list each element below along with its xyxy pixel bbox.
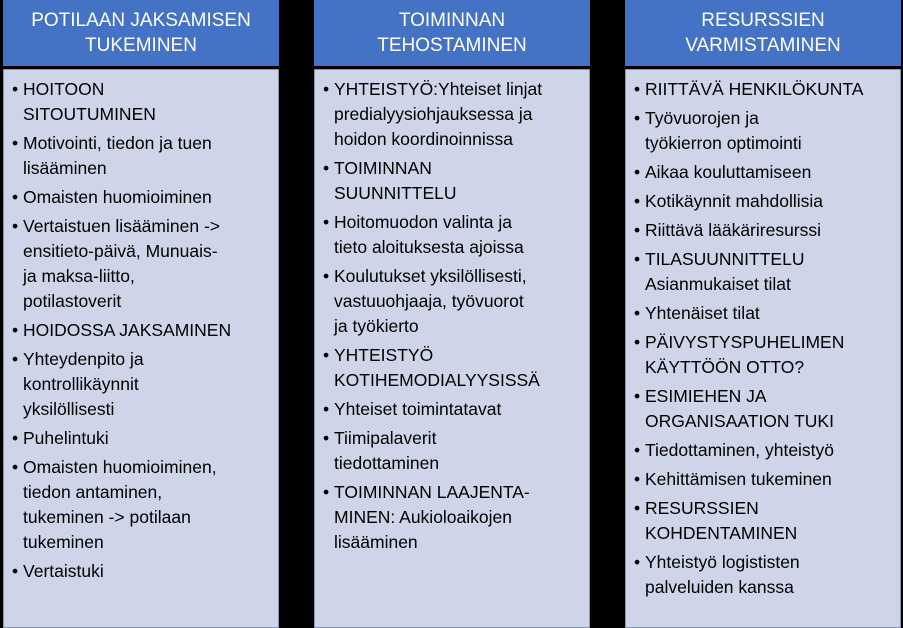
list-item (12, 214, 272, 314)
bullet-icon: • (634, 440, 641, 460)
column-header (3, 0, 279, 66)
list-item-text: Tiedottaminen, yhteistyö (645, 440, 835, 460)
list-item-text: PÄIVYSTYSPUHELIMEN KÄYTTÖÖN OTTO? (645, 332, 845, 377)
list-item-text: RIITTÄVÄ HENKILÖKUNTA (645, 79, 864, 99)
bullet-icon: • (634, 191, 641, 211)
list-item-text: Aikaa kouluttamiseen (645, 162, 812, 182)
list-item-text: Yhteistyö logististen palveluiden kanssa (645, 552, 800, 597)
column-body (625, 69, 901, 628)
bullet-icon: • (323, 212, 330, 232)
bullet-icon: • (12, 349, 19, 369)
list-item (634, 189, 894, 214)
list-item-text: YHTEISTYÖ:Yhteiset linjat predialyysiohjauksessa ja hoidon koordinoinnissa (334, 79, 543, 149)
list-item (12, 185, 272, 210)
list-item-text: Hoitomuodon valinta ja tieto aloituksesta ajoissa (334, 212, 524, 257)
list-item (634, 384, 894, 434)
list-item-text: Omaisten huomioiminen, tiedon antaminen, tukeminen -> potilaan tukeminen (23, 457, 217, 552)
bullet-icon: • (12, 457, 19, 477)
list-item-text: ESIMIEHEN JA ORGANISAATION TUKI (645, 386, 834, 431)
list-item (323, 156, 583, 206)
list-item (12, 347, 272, 422)
column-title: RESURSSIEN VARMISTAMINEN (685, 10, 841, 56)
list-item (634, 301, 894, 326)
list-item (12, 131, 272, 181)
list-item (323, 397, 583, 422)
list-item-text: Motivointi, tiedon ja tuen lisääminen (23, 133, 212, 178)
list-item (12, 559, 272, 584)
list-item-text: Yhteydenpito ja kontrollikäynnit yksilöllisesti (23, 349, 144, 419)
bullet-icon: • (12, 133, 19, 153)
list-item-text: Vertaistuki (23, 561, 104, 581)
list-item (323, 210, 583, 260)
bullet-icon: • (12, 561, 19, 581)
bullet-icon: • (634, 162, 641, 182)
list-item (323, 77, 583, 152)
list-item (634, 496, 894, 546)
bullet-icon: • (634, 108, 641, 128)
bullet-icon: • (323, 399, 330, 419)
bullet-icon: • (323, 345, 330, 365)
bullet-icon: • (634, 332, 641, 352)
list-item-text: Koulutukset yksilöllisesti, vastuuohjaaja, työvuorot ja työkierto (334, 266, 527, 336)
list-item (12, 77, 272, 127)
list-item (323, 426, 583, 476)
bullet-icon: • (634, 552, 641, 572)
list-item (634, 77, 894, 102)
bullet-icon: • (323, 79, 330, 99)
list-item-text: RESURSSIEN KOHDENTAMINEN (645, 498, 798, 543)
bullet-icon: • (323, 482, 330, 502)
list-item-text: Vertaistuen lisääminen -> ensitieto-päivä, Munuais- ja maksa-liitto, potilastoverit (23, 216, 220, 311)
column-title: TOIMINNAN TEHOSTAMINEN (377, 10, 527, 56)
list-item-text: TILASUUNNITTELU Asianmukaiset tilat (645, 249, 805, 294)
list-item (323, 343, 583, 393)
bullet-icon: • (12, 79, 19, 99)
list-item (634, 467, 894, 492)
list-item-text: YHTEISTYÖ KOTIHEMODIALYYSISSÄ (334, 345, 540, 390)
bullet-icon: • (12, 428, 19, 448)
list-item-text: Riittävä lääkäriresurssi (645, 220, 822, 240)
bullet-icon: • (12, 187, 19, 207)
bullet-icon: • (634, 79, 641, 99)
column-body (314, 69, 590, 628)
column-toiminnan-tehostaminen (314, 0, 590, 628)
bullet-icon: • (634, 303, 641, 323)
bullet-icon: • (634, 249, 641, 269)
list-item (634, 160, 894, 185)
list-item (12, 318, 272, 343)
list-item (12, 426, 272, 451)
list-item-text: Kehittämisen tukeminen (645, 469, 832, 489)
bullet-icon: • (12, 320, 19, 340)
list-item-text: TOIMINNAN SUUNNITTELU (334, 158, 457, 203)
list-item (323, 480, 583, 555)
list-item (634, 330, 894, 380)
list-item-text: HOIDOSSA JAKSAMINEN (23, 320, 232, 340)
bullet-icon: • (634, 386, 641, 406)
item-list (626, 70, 900, 600)
list-item (634, 247, 894, 297)
list-item-text: Työvuorojen ja työkierron optimointi (645, 108, 802, 153)
column-title: POTILAAN JAKSAMISEN TUKEMINEN (31, 10, 251, 56)
bullet-icon: • (634, 220, 641, 240)
list-item-text: Yhteiset toimintatavat (334, 399, 502, 419)
list-item (634, 218, 894, 243)
list-item-text: HOITOON SITOUTUMINEN (23, 79, 156, 124)
list-item-text: Yhtenäiset tilat (645, 303, 760, 323)
list-item-text: TOIMINNAN LAAJENTA- MINEN: Aukioloaikojen lisääminen (334, 482, 530, 552)
bullet-icon: • (323, 266, 330, 286)
bullet-icon: • (634, 469, 641, 489)
item-list (4, 70, 278, 584)
list-item (634, 550, 894, 600)
list-item-text: Puhelintuki (23, 428, 109, 448)
column-header (625, 0, 901, 66)
column-header (314, 0, 590, 66)
list-item-text: Kotikäynnit mahdollisia (645, 191, 824, 211)
column-resurssien-varmistaminen (625, 0, 901, 628)
bullet-icon: • (323, 158, 330, 178)
list-item (323, 264, 583, 339)
bullet-icon: • (323, 428, 330, 448)
list-item (634, 438, 894, 463)
list-item-text: Tiimipalaverit tiedottaminen (334, 428, 440, 473)
column-body (3, 69, 279, 628)
item-list (315, 70, 589, 555)
bullet-icon: • (634, 498, 641, 518)
list-item (634, 106, 894, 156)
list-item-text: Omaisten huomioiminen (23, 187, 212, 207)
column-potilaan-jaksamisen-tukeminen (3, 0, 279, 628)
list-item (12, 455, 272, 555)
bullet-icon: • (12, 216, 19, 236)
